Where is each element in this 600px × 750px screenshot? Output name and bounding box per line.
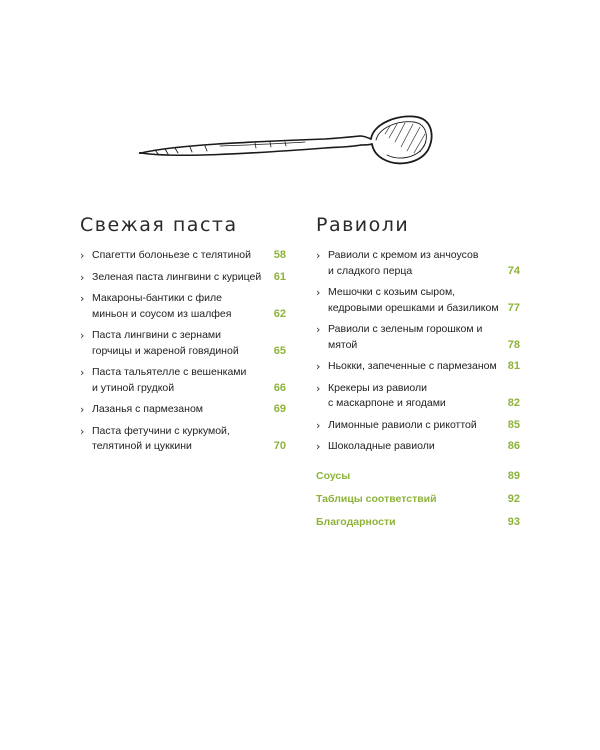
toc-entry-page-number: 61 (273, 270, 286, 283)
toc-entry-page-number: 86 (507, 440, 520, 452)
toc-entry-title-line: Лазанья с пармезаном (92, 403, 204, 415)
toc-extra-entry[interactable] (316, 492, 520, 507)
toc-entry-page-number: 77 (507, 301, 520, 314)
toc-entry-title-line: горчицы и жареной говядиной (92, 344, 239, 357)
toc-entry-title-line: Спагетти болоньезе с телятиной (92, 249, 251, 261)
toc-entry-title-line: Шоколадные равиоли (328, 440, 435, 452)
toc-entry-title (328, 381, 502, 412)
chevron-right-icon: › (316, 323, 321, 336)
toc-entry-title-line: миньон и соусом из шалфея (92, 307, 232, 320)
toc-entry-title-line: Зеленая паста лингвини с курицей (92, 270, 262, 283)
toc-entry-title-line: Паста фетучини с куркумой, (92, 424, 230, 437)
toc-entry-title (92, 424, 268, 455)
toc-entry-title-line: Паста тальятелле с вешенками (92, 366, 247, 378)
toc-column-ravioli (316, 214, 520, 538)
toc-entry[interactable] (316, 322, 520, 353)
toc-entry-title (328, 285, 502, 316)
section-title-fresh-pasta: Свежая паста (80, 214, 238, 236)
toc-entry[interactable] (80, 365, 286, 396)
toc-entry[interactable] (80, 291, 286, 322)
toc-list-ravioli (316, 248, 520, 455)
toc-entry[interactable] (316, 248, 520, 279)
toc-entry[interactable] (316, 285, 520, 316)
toc-extra-title: Соусы (316, 469, 351, 482)
toc-extra-entry[interactable] (316, 515, 520, 530)
toc-extra-page-number: 93 (507, 515, 520, 528)
toc-column-fresh-pasta (80, 214, 286, 461)
toc-entry[interactable] (80, 328, 286, 359)
chevron-right-icon: › (80, 292, 85, 305)
chevron-right-icon: › (316, 286, 321, 299)
toc-entry-title (328, 248, 502, 279)
toc-entry-page-number: 62 (273, 307, 286, 320)
chevron-right-icon: › (80, 329, 85, 342)
toc-extra-entry[interactable] (316, 469, 520, 484)
chevron-right-icon: › (80, 424, 85, 438)
toc-entry-title-line: Ньокки, запеченные с пармезаном (328, 360, 497, 372)
toc-entry-title-line: кедровыми орешками и базиликом (328, 301, 499, 314)
toc-entry-page-number: 69 (273, 403, 286, 415)
toc-entry-title (92, 270, 268, 286)
toc-entry-title (92, 291, 268, 322)
toc-extra-title: Благодарности (316, 515, 396, 528)
toc-extra-title: Таблицы соответствий (316, 492, 437, 505)
toc-entry-page-number: 85 (507, 418, 520, 431)
toc-entry-title-line: Мешочки с козьим сыром, (328, 286, 456, 298)
toc-entry-title (328, 359, 502, 375)
toc-entry[interactable] (80, 270, 286, 286)
toc-entry-page-number: 70 (273, 440, 286, 452)
toc-entry[interactable] (80, 424, 286, 455)
chevron-right-icon: › (80, 366, 85, 379)
toc-entry-page-number: 82 (507, 397, 520, 409)
toc-entry-title-line: и утиной грудкой (92, 381, 175, 394)
toc-entry-title (92, 365, 268, 396)
toc-entry-title-line: Паста лингвини с зернами (92, 329, 221, 341)
toc-entry-page-number: 66 (273, 381, 286, 394)
chevron-right-icon: › (316, 381, 321, 395)
section-title-ravioli: Равиоли (316, 214, 410, 236)
toc-extra-page-number: 92 (507, 492, 520, 505)
toc-list-fresh-pasta (80, 248, 286, 455)
toc-entry-title (92, 402, 268, 418)
toc-entry[interactable] (316, 418, 520, 434)
toc-entry-title-line: и сладкого перца (328, 264, 413, 277)
toc-entry-title-line: с маскарпоне и ягодами (328, 397, 446, 409)
chevron-right-icon: › (316, 440, 321, 453)
toc-entry-page-number: 58 (273, 249, 286, 261)
toc-entry-page-number: 81 (507, 360, 520, 372)
spoon-illustration (135, 112, 435, 182)
toc-list-extras (316, 469, 520, 530)
toc-entry[interactable] (316, 439, 520, 455)
toc-extra-page-number: 89 (507, 469, 520, 482)
toc-entry[interactable] (316, 381, 520, 412)
toc-entry[interactable] (80, 248, 286, 264)
toc-entry-page-number: 74 (507, 264, 520, 277)
toc-entry[interactable] (316, 359, 520, 375)
toc-entry-title (92, 248, 268, 264)
chevron-right-icon: › (316, 360, 321, 373)
toc-entry-page-number: 65 (273, 344, 286, 357)
toc-entry-title (92, 328, 268, 359)
chevron-right-icon: › (80, 249, 85, 262)
chevron-right-icon: › (80, 270, 85, 284)
toc-entry-title (328, 439, 502, 455)
toc-entry-title-line: Макароны-бантики с филе (92, 292, 222, 304)
chevron-right-icon: › (80, 403, 85, 416)
toc-entry-title-line: Лимонные равиоли с рикоттой (328, 418, 477, 431)
toc-entry-title (328, 418, 502, 434)
toc-entry-title-line: Крекеры из равиоли (328, 381, 427, 394)
toc-entry-title-line: Равиоли с зеленым горошком и мятой (328, 323, 483, 351)
toc-entry[interactable] (80, 402, 286, 418)
toc-entry-title-line: Равиоли с кремом из анчоусов (328, 249, 479, 261)
chevron-right-icon: › (316, 249, 321, 262)
toc-entry-page-number: 78 (507, 338, 520, 351)
toc-entry-title (328, 322, 502, 353)
chevron-right-icon: › (316, 418, 321, 432)
toc-entry-title-line: телятиной и цуккини (92, 440, 192, 452)
